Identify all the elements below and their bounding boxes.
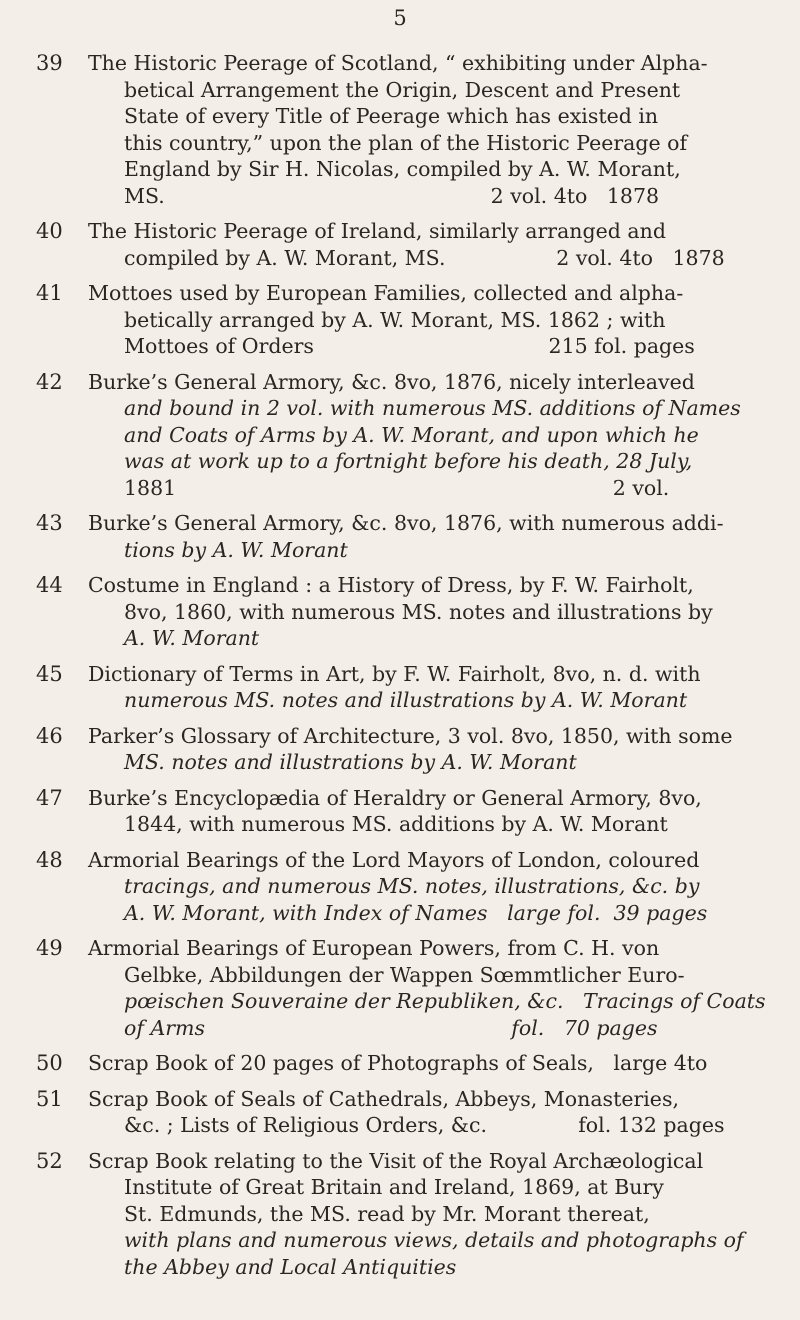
entry-line: the Abbey and Local Antiquities [124,1254,457,1279]
list-item [0,1148,800,1281]
entry-line: tracings, and numerous MS. notes, illustrations, &c. by [124,874,700,898]
entry-line: St. Edmunds, the MS. read by Mr. Morant thereat, [124,1201,650,1226]
list-item [0,1086,800,1139]
entry-line: The Historic Peerage of Scotland, “ exhibiting under Alpha- [88,51,708,75]
entry-text [88,935,770,1041]
entry-text [88,1086,770,1139]
lot-number: 49 [36,936,63,960]
entry-line: 8vo, 1860, with numerous MS. notes and illustrations by [124,599,713,624]
entry-line: Burke’s General Armory, &c. 8vo, 1876, nicely interleaved [88,369,695,394]
list-item [0,1050,800,1077]
lot-number: 46 [36,723,63,748]
entry-line: Gelbke, Abbildungen der Wappen Sœmmtlicher Euro- [124,962,685,987]
entry-line: 1844, with numerous MS. additions by A. W. Morant [124,812,668,836]
entry-line: numerous MS. notes and illustrations by A. W. Morant [124,688,688,712]
entry-line: and Coats of Arms by A. W. Morant, and upon which he [124,422,699,447]
entry-line: Institute of Great Britain and Ireland, 1869, at Bury [124,1175,664,1199]
entry-line: &c. ; Lists of Religious Orders, &c. fol. 132 pages [124,1113,725,1137]
entry-line: was at work up to a fortnight before his death, 28 July, [124,449,693,473]
entry-text [88,280,770,360]
list-item [0,369,800,502]
entry-text [88,218,770,271]
entry-line: 1881 2 vol. [124,475,670,500]
entry-line: The Historic Peerage of Ireland, similarly arranged and [88,219,666,243]
lot-number: 47 [36,785,63,810]
entry-line: Scrap Book relating to the Visit of the Royal Archæological [88,1148,704,1173]
entry-list [0,50,800,1289]
entry-line: Mottoes of Orders 215 fol. pages [124,334,695,358]
entry-line: compiled by A. W. Morant, MS. 2 vol. 4to 1878 [124,245,725,270]
entry-line: Costume in England : a History of Dress, by F. W. Fairholt, [88,573,694,597]
entry-text [88,661,770,714]
lot-number: 48 [36,847,63,872]
lot-number: 43 [36,511,63,535]
entry-line: MS. 2 vol. 4to 1878 [124,183,660,208]
entry-line: Burke’s Encyclopædia of Heraldry or General Armory, 8vo, [88,785,702,810]
entry-line: England by Sir H. Nicolas, compiled by A. W. Morant, [124,157,681,181]
entry-line: A. W. Morant [124,626,260,650]
list-item [0,847,800,927]
entry-text [88,50,770,209]
lot-number: 45 [36,661,63,686]
list-item [0,661,800,714]
list-item [0,218,800,271]
entry-text [88,510,770,563]
list-item [0,935,800,1041]
list-item [0,785,800,838]
lot-number: 51 [36,1086,63,1111]
entry-line: and bound in 2 vol. with numerous MS. additions of Names [124,396,741,420]
entry-line: A. W. Morant, with Index of Names large fol. 39 pages [124,900,708,925]
lot-number: 44 [36,573,63,597]
list-item [0,50,800,209]
lot-number: 39 [36,51,63,75]
entry-text [88,785,770,838]
entry-line: State of every Title of Peerage which has existed in [124,104,659,128]
entry-line: Parker’s Glossary of Architecture, 3 vol. 8vo, 1850, with some [88,723,733,748]
list-item [0,280,800,360]
entry-line: of Arms fol. 70 pages [124,1015,658,1040]
page-number: 5 [393,6,407,30]
entry-text [88,847,770,927]
lot-number: 42 [36,369,63,394]
entry-line: Scrap Book of Seals of Cathedrals, Abbeys, Monasteries, [88,1086,679,1111]
entry-line: Scrap Book of 20 pages of Photographs of Seals, large 4to [88,1051,708,1075]
entry-text [88,1050,770,1077]
entry-line: this country,” upon the plan of the Historic Peerage of [124,130,688,155]
lot-number: 40 [36,219,63,243]
entry-line: MS. notes and illustrations by A. W. Morant [124,750,577,774]
entry-text [88,723,770,776]
entry-line: betically arranged by A. W. Morant, MS. 1862 ; with [124,307,666,332]
list-item [0,723,800,776]
lot-number: 52 [36,1148,63,1173]
entry-text [88,369,770,502]
entry-line: Dictionary of Terms in Art, by F. W. Fairholt, 8vo, n. d. with [88,661,701,686]
entry-line: Mottoes used by European Families, collected and alpha- [88,281,684,305]
list-item [0,510,800,563]
entry-line: betical Arrangement the Origin, Descent and Present [124,77,681,102]
lot-number: 50 [36,1051,63,1075]
entry-text [88,1148,770,1281]
entry-line: Burke’s General Armory, &c. 8vo, 1876, with numerous addi- [88,511,724,535]
entry-line: pœischen Souveraine der Republiken, &c. Tracings of Coats [124,989,766,1013]
entry-line: Armorial Bearings of European Powers, from C. H. von [88,936,660,960]
entry-line: Armorial Bearings of the Lord Mayors of London, coloured [88,847,700,872]
entry-text [88,572,770,652]
list-item [0,572,800,652]
entry-line: tions by A. W. Morant [124,537,348,562]
entry-line: with plans and numerous views, details and photographs of [124,1228,744,1252]
lot-number: 41 [36,281,63,305]
